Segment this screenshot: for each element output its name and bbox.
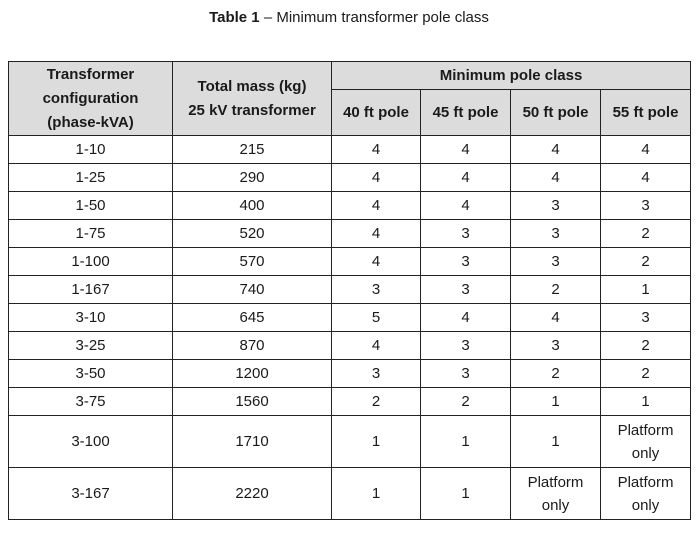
- cell-configuration: 3-10: [9, 304, 173, 332]
- header-mass-line-1: Total mass (kg): [197, 77, 307, 95]
- header-config-line-1: Transformer: [46, 65, 135, 83]
- caption-label: Table 1: [209, 9, 260, 26]
- cell-50ft-class: 3: [511, 332, 601, 360]
- cell-40ft-class: 3: [332, 360, 421, 388]
- cell-45ft-class: 1: [421, 468, 511, 520]
- cell-45ft-class: 2: [421, 388, 511, 416]
- cell-45ft-class: 3: [421, 332, 511, 360]
- table-row: [9, 220, 691, 248]
- table-row: [9, 468, 691, 520]
- cell-40ft-class: 3: [332, 276, 421, 304]
- cell-configuration: 3-50: [9, 360, 173, 388]
- table-body: [9, 136, 691, 520]
- cell-55ft-class: 3: [601, 304, 691, 332]
- cell-total-mass: 520: [173, 220, 332, 248]
- cell-configuration: 3-100: [9, 416, 173, 468]
- cell-50ft-class: 4: [511, 304, 601, 332]
- cell-configuration: 1-100: [9, 248, 173, 276]
- cell-configuration: 1-50: [9, 192, 173, 220]
- cell-45ft-class: 3: [421, 220, 511, 248]
- cell-40ft-class: 2: [332, 388, 421, 416]
- header-mass-line-2: 25 kV transformer: [188, 101, 316, 119]
- cell-55ft-class: 2: [601, 220, 691, 248]
- caption-title: Minimum transformer pole class: [276, 9, 489, 26]
- cell-configuration: 3-75: [9, 388, 173, 416]
- table-caption: [0, 9, 698, 27]
- cell-total-mass: 1560: [173, 388, 332, 416]
- header-55ft-pole: 55 ft pole: [601, 90, 691, 136]
- cell-50ft-class: 4: [511, 164, 601, 192]
- cell-40ft-class: 4: [332, 136, 421, 164]
- cell-total-mass: 740: [173, 276, 332, 304]
- cell-configuration: 3-25: [9, 332, 173, 360]
- cell-50ft-class: 3: [511, 192, 601, 220]
- cell-total-mass: 870: [173, 332, 332, 360]
- cell-total-mass: 1200: [173, 360, 332, 388]
- cell-configuration: 1-167: [9, 276, 173, 304]
- table-row: [9, 416, 691, 468]
- table-row: [9, 304, 691, 332]
- cell-50ft-class: 1: [511, 388, 601, 416]
- header-total-mass: [173, 62, 332, 136]
- cell-50ft-class: 3: [511, 220, 601, 248]
- table-row: [9, 164, 691, 192]
- cell-total-mass: 570: [173, 248, 332, 276]
- cell-total-mass: 400: [173, 192, 332, 220]
- header-40ft-pole: 40 ft pole: [332, 90, 421, 136]
- cell-55ft-class: Platform only: [601, 468, 691, 520]
- cell-total-mass: 290: [173, 164, 332, 192]
- cell-55ft-class: 1: [601, 388, 691, 416]
- cell-40ft-class: 4: [332, 192, 421, 220]
- cell-45ft-class: 4: [421, 304, 511, 332]
- cell-configuration: 1-25: [9, 164, 173, 192]
- header-config-line-2: configuration: [42, 89, 139, 107]
- table-row: [9, 276, 691, 304]
- cell-40ft-class: 4: [332, 332, 421, 360]
- cell-configuration: 1-10: [9, 136, 173, 164]
- cell-50ft-class: 2: [511, 360, 601, 388]
- header-config-line-3: (phase-kVA): [47, 113, 134, 131]
- table-row: [9, 192, 691, 220]
- cell-total-mass: 1710: [173, 416, 332, 468]
- cell-40ft-class: 4: [332, 248, 421, 276]
- table-row: [9, 136, 691, 164]
- cell-50ft-class: 4: [511, 136, 601, 164]
- header-50ft-pole: 50 ft pole: [511, 90, 601, 136]
- table-row: [9, 332, 691, 360]
- cell-45ft-class: 4: [421, 164, 511, 192]
- cell-55ft-class: 2: [601, 332, 691, 360]
- cell-45ft-class: 4: [421, 192, 511, 220]
- cell-55ft-class: 2: [601, 360, 691, 388]
- cell-40ft-class: 1: [332, 468, 421, 520]
- cell-55ft-class: 1: [601, 276, 691, 304]
- cell-50ft-class: 1: [511, 416, 601, 468]
- cell-50ft-class: 3: [511, 248, 601, 276]
- cell-total-mass: 2220: [173, 468, 332, 520]
- cell-55ft-class: Platform only: [601, 416, 691, 468]
- header-transformer-configuration: [9, 62, 173, 136]
- cell-configuration: 3-167: [9, 468, 173, 520]
- cell-55ft-class: 2: [601, 248, 691, 276]
- caption-separator: –: [259, 9, 277, 26]
- cell-40ft-class: 1: [332, 416, 421, 468]
- cell-55ft-class: 4: [601, 164, 691, 192]
- header-45ft-pole: 45 ft pole: [421, 90, 511, 136]
- table-row: [9, 248, 691, 276]
- table-row: [9, 360, 691, 388]
- cell-40ft-class: 4: [332, 220, 421, 248]
- cell-45ft-class: 3: [421, 360, 511, 388]
- cell-total-mass: 215: [173, 136, 332, 164]
- cell-55ft-class: 4: [601, 136, 691, 164]
- cell-50ft-class: 2: [511, 276, 601, 304]
- header-minimum-pole-class: Minimum pole class: [332, 62, 691, 90]
- cell-45ft-class: 1: [421, 416, 511, 468]
- cell-45ft-class: 3: [421, 248, 511, 276]
- cell-total-mass: 645: [173, 304, 332, 332]
- pole-class-table: [8, 61, 691, 520]
- cell-40ft-class: 4: [332, 164, 421, 192]
- cell-50ft-class: Platform only: [511, 468, 601, 520]
- cell-40ft-class: 5: [332, 304, 421, 332]
- table-row: [9, 388, 691, 416]
- cell-45ft-class: 4: [421, 136, 511, 164]
- cell-configuration: 1-75: [9, 220, 173, 248]
- cell-55ft-class: 3: [601, 192, 691, 220]
- cell-45ft-class: 3: [421, 276, 511, 304]
